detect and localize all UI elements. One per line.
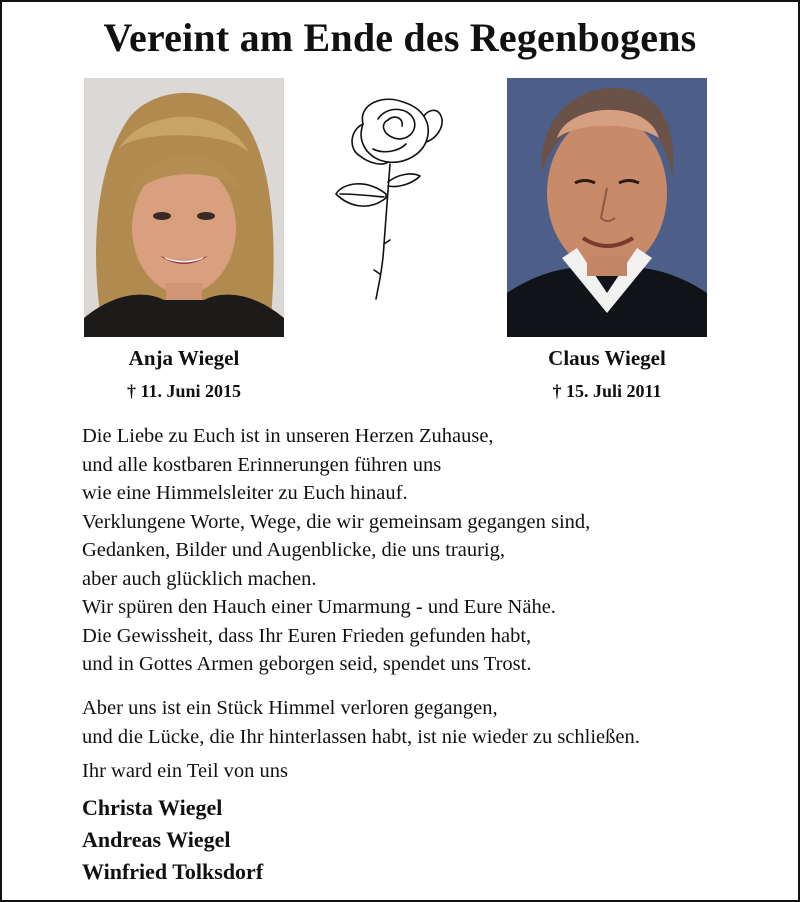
poem-stanza-1 xyxy=(82,422,590,679)
poem-line: und in Gottes Armen geborgen seid, spendet uns Trost. xyxy=(82,653,532,675)
poem-line: Verklungene Worte, Wege, die wir gemeinsam gegangen sind, xyxy=(82,510,591,533)
portrait-photo-claus xyxy=(507,78,707,337)
poem-stanza-2 xyxy=(82,694,640,751)
signer-name: Winfried Tolksdorf xyxy=(82,859,264,884)
poem-line: wie eine Himmelsleiter zu Euch hinauf. xyxy=(82,482,408,504)
closing-line: Ihr ward ein Teil von uns xyxy=(82,760,288,782)
date-anja: † 11. Juni 2015 xyxy=(126,381,242,401)
poem-line: Die Gewissheit, dass Ihr Euren Frieden gefunden habt, xyxy=(82,624,532,647)
date-claus: † 15. Juli 2011 xyxy=(552,381,662,401)
signer-name: Andreas Wiegel xyxy=(82,827,231,852)
rose-drawing xyxy=(328,94,458,304)
poem-line: Die Liebe zu Euch ist in unseren Herzen Zuhause, xyxy=(82,425,494,447)
poem-line: Aber uns ist ein Stück Himmel verloren gegangen, xyxy=(82,697,498,719)
poem-line: aber auch glücklich machen. xyxy=(82,567,317,590)
poem-line: Wir spüren den Hauch einer Umarmung - und Eure Nähe. xyxy=(82,596,556,618)
poem-line: Gedanken, Bilder und Augenblicke, die uns traurig, xyxy=(82,539,505,561)
name-anja: Anja Wiegel xyxy=(128,346,240,370)
page-title: Vereint am Ende des Regenbogens xyxy=(103,15,697,60)
poem-line: und alle kostbaren Erinnerungen führen uns xyxy=(82,453,442,476)
poem-line: und die Lücke, die Ihr hinterlassen habt, ist nie wieder zu schließen. xyxy=(82,725,640,748)
name-claus: Claus Wiegel xyxy=(548,346,666,370)
signers-list xyxy=(82,792,263,888)
portrait-photo-anja xyxy=(84,78,284,337)
signer-name: Christa Wiegel xyxy=(82,795,223,820)
